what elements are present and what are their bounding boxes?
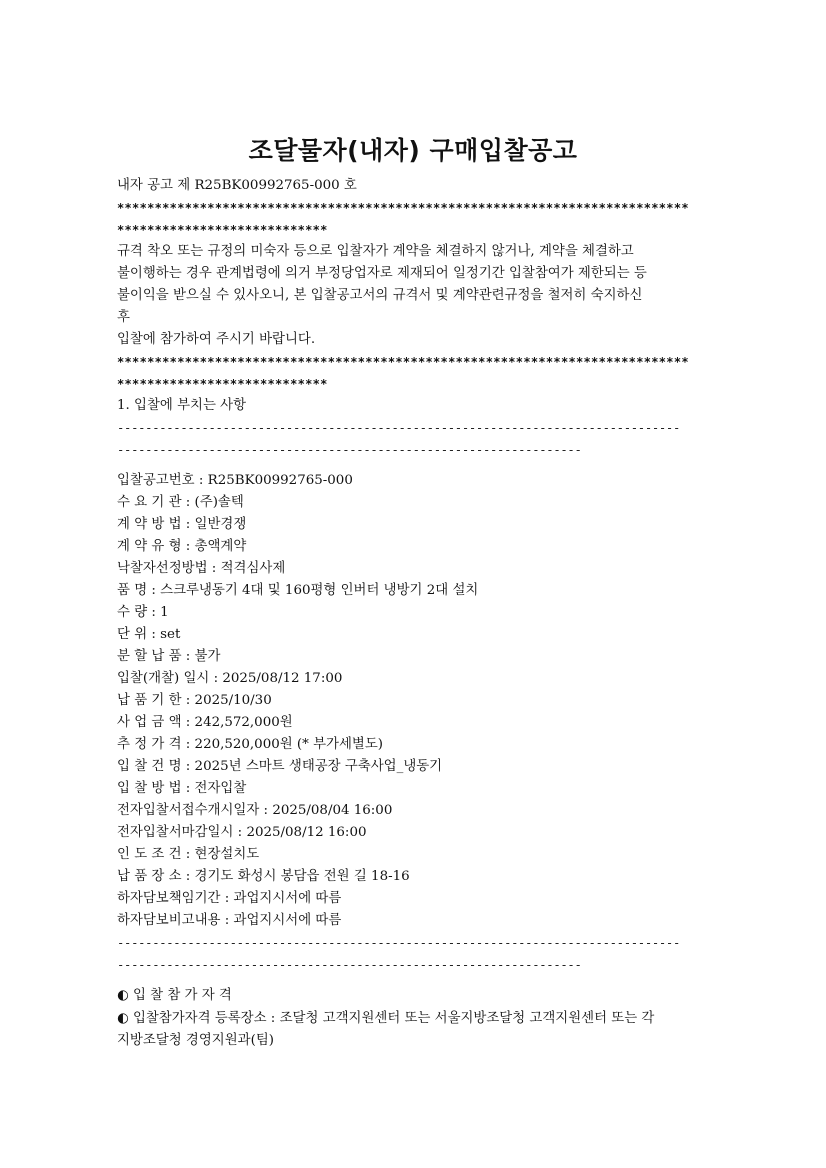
field-label: 납 품 기 한 : [117,693,195,708]
field-label: 수 요 기 관 : [117,495,195,510]
field-value: 과업지시서에 따름 [233,913,342,928]
notice-number: 내자 공고 제 R25BK00992765-000 호 [117,178,357,193]
field-value: 경기도 화성시 봉담읍 전원 길 18-16 [194,869,410,884]
field-row [117,844,717,866]
field-value: 1 [160,605,169,620]
field-row [117,514,717,536]
intro-paragraph [117,241,717,351]
field-value: 과업지시서에 따름 [233,891,342,906]
dash-divider: -------------------------------------------------------------------------------- [117,421,681,435]
field-row [117,668,717,690]
field-value: 2025/10/30 [194,693,272,708]
field-value: (주)솔텍 [194,495,244,510]
field-label: 전자입찰서접수개시일자 : [117,803,273,818]
field-label: 입 찰 건 명 : [117,759,195,774]
field-label: 입찰공고번호 : [117,473,208,488]
field-value: 2025/08/04 16:00 [272,803,393,818]
document-body [117,175,717,1052]
field-row [117,910,717,932]
field-row [117,492,717,514]
field-value: 242,572,000원 [194,715,293,730]
registration-line: ◐ 입찰참가자격 등록장소 : 조달청 고객지원센터 또는 서울지방조달청 고객지원센터 또는 각 [117,1011,655,1026]
field-row [117,712,717,734]
qualification-heading: ◐ 입 찰 참 가 자 격 [117,988,232,1003]
field-row [117,536,717,558]
star-divider: **************************************************************************** [117,201,689,215]
star-divider-continued: **************************** [117,223,328,237]
field-label: 사 업 금 액 : [117,715,195,730]
field-row [117,822,717,844]
field-label: 단 위 : [117,627,161,642]
field-row [117,866,717,888]
field-value: set [160,627,181,642]
field-label: 전자입찰서마감일시 : [117,825,247,840]
intro-line: 불이행하는 경우 관계법령에 의거 부정당업자로 제재되어 일정기간 입찰참여가 제한되는 등 [117,266,647,281]
field-label: 납 품 장 소 : [117,869,195,884]
star-divider-continued: **************************** [117,377,328,391]
field-value: 전자입찰 [194,781,247,796]
field-row [117,690,717,712]
dash-divider-continued: ------------------------------------------------------------------ [117,958,582,972]
field-row [117,558,717,580]
field-label: 입 찰 방 법 : [117,781,195,796]
intro-line: 후 [117,310,130,325]
field-value: 2025/08/12 17:00 [222,671,343,686]
field-row [117,778,717,800]
section-heading: 1. 입찰에 부치는 사항 [117,398,247,413]
dash-divider: -------------------------------------------------------------------------------- [117,936,681,950]
field-label: 하자담보비고내용 : [117,913,234,928]
field-value: 불가 [194,649,221,664]
field-row [117,800,717,822]
field-row [117,602,717,624]
bid-fields [117,470,717,932]
registration-line: 지방조달청 경영지원과(팀) [117,1033,274,1048]
field-value: 현장설치도 [194,847,260,862]
field-value: R25BK00992765-000 [207,473,353,488]
intro-line: 불이익을 받으실 수 있사오니, 본 입찰공고서의 규격서 및 계약관련규정을 철저히 숙지하신 [117,288,643,303]
dash-divider-continued: ------------------------------------------------------------------ [117,443,582,457]
field-value: 2025년 스마트 생태공장 구축사업_냉동기 [194,759,443,774]
field-value: 적격심사제 [220,561,286,576]
field-row [117,580,717,602]
star-divider: **************************************************************************** [117,355,689,369]
field-label: 입찰(개찰) 일시 : [117,671,223,686]
field-label: 낙찰자선정방법 : [117,561,221,576]
field-label: 계 약 유 형 : [117,539,195,554]
field-label: 하자담보책임기간 : [117,891,234,906]
field-value: 스크루냉동기 4대 및 160평형 인버터 냉방기 2대 설치 [160,583,479,598]
field-label: 분 할 납 품 : [117,649,195,664]
field-row [117,470,717,492]
field-label: 계 약 방 법 : [117,517,195,532]
page-title: 조달물자(내자) 구매입찰공고 [248,136,578,165]
intro-line: 입찰에 참가하여 주시기 바랍니다. [117,332,316,347]
field-row [117,734,717,756]
field-row [117,756,717,778]
field-row [117,888,717,910]
field-row [117,646,717,668]
field-label: 추 정 가 격 : [117,737,195,752]
field-label: 수 량 : [117,605,161,620]
field-value: 2025/08/12 16:00 [246,825,367,840]
intro-line: 규격 착오 또는 규정의 미숙자 등으로 입찰자가 계약을 체결하지 않거나, 계약을 체결하고 [117,244,634,259]
field-value: 총액계약 [194,539,247,554]
field-row [117,624,717,646]
field-value: 220,520,000원 (* 부가세별도) [194,737,384,752]
field-label: 인 도 조 건 : [117,847,195,862]
field-label: 품 명 : [117,583,161,598]
field-value: 일반경쟁 [194,517,247,532]
